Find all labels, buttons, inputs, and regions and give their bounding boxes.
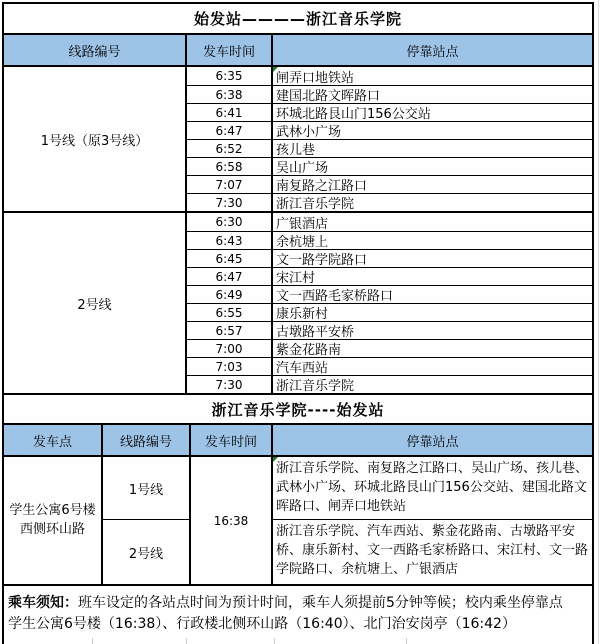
departure-time-cell: 16:38 — [191, 457, 273, 584]
stop-label: 环城北路艮山门156公交站 — [276, 107, 431, 121]
stops-cell — [273, 519, 592, 584]
stops-cell — [273, 457, 592, 519]
section-title-to-school: 始发站————浙江音乐学院 — [4, 4, 592, 35]
schedule-row — [187, 231, 592, 249]
cell-error-indicator-icon — [273, 67, 278, 72]
schedule-row — [187, 357, 592, 375]
schedule-row — [187, 175, 592, 193]
schedule-row — [187, 375, 592, 393]
header-stops: 停靠站点 — [406, 434, 459, 450]
schedule-row — [187, 249, 592, 267]
header-stops: 停靠站点 — [406, 44, 459, 60]
stop-label: 建国北路文晖路口 — [276, 89, 381, 103]
schedule-row — [187, 267, 592, 285]
line-cell: 1号线 — [103, 457, 191, 519]
stop-label: 紫金花路南 — [276, 343, 342, 357]
time-cell: 7:30 — [187, 194, 273, 211]
stop-cell — [273, 176, 592, 193]
stop-label: 文一路学院路口 — [276, 253, 368, 267]
time-cell: 6:58 — [187, 158, 273, 175]
stop-label: 孩儿巷 — [276, 143, 316, 157]
time-cell: 6:41 — [187, 104, 273, 121]
bus-schedule-table — [2, 2, 594, 644]
stop-cell — [273, 322, 592, 339]
stop-cell — [273, 286, 592, 303]
schedule-row — [187, 213, 592, 231]
stop-cell — [273, 140, 592, 157]
time-cell: 7:00 — [187, 340, 273, 357]
schedule-row — [187, 321, 592, 339]
stop-cell — [273, 213, 592, 231]
stops-text: 浙江音乐学院、南复路之江路口、吴山广场、孩儿巷、武林小广场、环城北路艮山门156公交站、建国北路文晖路口、闸弄口地铁站 — [276, 461, 589, 515]
stop-label: 广银酒店 — [276, 216, 329, 231]
line-name-cell: 2号线 — [4, 213, 187, 393]
time-cell: 6:35 — [187, 67, 273, 85]
schedule-row — [187, 121, 592, 139]
stop-label: 吴山广场 — [276, 161, 329, 175]
time-cell: 6:52 — [187, 140, 273, 157]
header-departure-time: 发车时间 — [191, 425, 273, 455]
stop-cell — [273, 122, 592, 139]
time-cell: 6:49 — [187, 286, 273, 303]
time-cell: 6:55 — [187, 304, 273, 321]
stop-label: 余杭塘上 — [276, 235, 329, 249]
departure-point-cell: 学生公寓6号楼西侧环山路 — [4, 457, 103, 584]
stop-cell — [273, 67, 592, 85]
line-name-cell: 1号线（原3号线） — [4, 67, 187, 211]
header-line-number: 线路编号 — [4, 35, 187, 65]
stop-cell — [273, 158, 592, 175]
time-cell: 6:45 — [187, 250, 273, 267]
stop-label: 古墩路平安桥 — [276, 325, 355, 339]
time-cell: 6:43 — [187, 232, 273, 249]
time-cell: 6:57 — [187, 322, 273, 339]
stops-text: 浙江音乐学院、汽车西站、紫金花路南、古墩路平安桥、康乐新村、文一西路毛家桥路口、宋江村、文一路学院路口、余杭塘上、广银酒店 — [276, 524, 589, 578]
stop-label: 文一西路毛家桥路口 — [276, 289, 394, 303]
stop-cell — [273, 104, 592, 121]
cell-error-indicator-icon — [273, 457, 278, 462]
gridline-stub — [274, 638, 275, 644]
schedule-row — [187, 85, 592, 103]
stop-label: 汽车西站 — [276, 361, 329, 375]
time-cell: 6:38 — [187, 86, 273, 103]
line1-block — [4, 67, 592, 211]
stop-label: 宋江村 — [276, 271, 316, 285]
time-cell: 6:47 — [187, 268, 273, 285]
header-line-number: 线路编号 — [103, 425, 191, 455]
stop-cell — [273, 304, 592, 321]
gridline-right — [598, 0, 599, 644]
schedule-row — [187, 285, 592, 303]
stop-label: 康乐新村 — [276, 307, 329, 321]
line-cell: 2号线 — [103, 519, 191, 584]
schedule-row — [187, 339, 592, 357]
stop-cell — [273, 340, 592, 357]
line1-rows — [187, 67, 592, 211]
stop-cell — [273, 86, 592, 103]
schedule-row — [187, 139, 592, 157]
time-cell: 6:30 — [187, 213, 273, 231]
stop-label: 南复路之江路口 — [276, 179, 368, 193]
notice-label: 乘车须知： — [8, 595, 78, 611]
schedule-row — [187, 67, 592, 85]
schedule-row — [187, 193, 592, 211]
header-departure-point: 发车点 — [4, 425, 103, 455]
time-cell: 7:03 — [187, 358, 273, 375]
schedule-row — [187, 157, 592, 175]
header-row-section1 — [4, 35, 592, 67]
stop-cell — [273, 194, 592, 211]
stop-cell — [273, 232, 592, 249]
gridline-stub — [406, 638, 407, 644]
time-cell: 7:30 — [187, 376, 273, 393]
line2-block — [4, 211, 592, 393]
notice-text: 班车设定的各站点时间为预计时间，乘车人须提前5分钟等候；校内乘坐停靠点学生公寓6号楼（16:38）、行政楼北侧环山路（16:40）、北门治安岗亭（16:42） — [8, 595, 563, 632]
stop-cell — [273, 250, 592, 267]
return-schedule-block — [4, 457, 592, 584]
time-cell: 6:47 — [187, 122, 273, 139]
gridline-stub — [92, 638, 93, 644]
stop-cell — [273, 376, 592, 393]
schedule-row — [187, 103, 592, 121]
stop-label: 浙江音乐学院 — [276, 379, 355, 393]
stop-label: 闸弄口地铁站 — [276, 70, 355, 85]
stop-cell — [273, 358, 592, 375]
section-title-from-school: 浙江音乐学院----始发站 — [4, 393, 592, 425]
schedule-row — [187, 303, 592, 321]
line2-rows — [187, 213, 592, 393]
stop-label: 浙江音乐学院 — [276, 197, 355, 211]
ride-notice — [4, 584, 592, 644]
header-row-section2 — [4, 425, 592, 457]
time-cell: 7:07 — [187, 176, 273, 193]
stop-label: 武林小广场 — [276, 125, 342, 139]
header-departure-time: 发车时间 — [187, 35, 273, 65]
stop-cell — [273, 268, 592, 285]
gridline-stub — [186, 638, 187, 644]
